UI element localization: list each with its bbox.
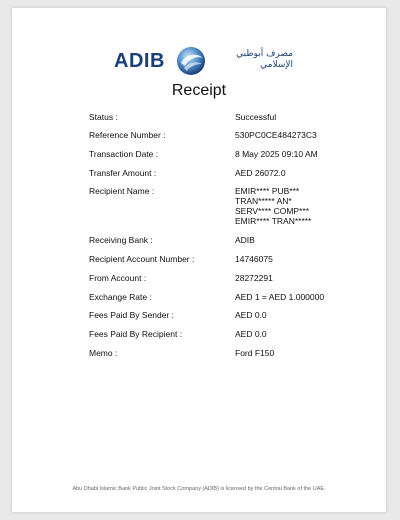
row-value: AED 0.0 — [235, 329, 267, 339]
row-value: Ford F150 — [235, 348, 275, 358]
row-value-multiline — [235, 186, 311, 226]
adib-logo — [12, 46, 386, 76]
logo-english-text: ADIB — [114, 50, 165, 72]
row-label: Receiving Bank : — [89, 235, 153, 245]
row-value: AED 1 = AED 1.000000 — [235, 292, 325, 302]
row-label: Fees Paid By Recipient : — [89, 329, 183, 339]
row-value: 8 May 2025 09:10 AM — [235, 149, 318, 159]
row-value: Successful — [235, 112, 277, 122]
logo-arabic-line1: مصرف أبوظبي — [236, 49, 293, 59]
row-label: Transfer Amount : — [89, 168, 157, 178]
row-label: Status : — [89, 112, 118, 122]
row-value: AED 0.0 — [235, 310, 267, 320]
footer-disclaimer: Abu Dhabi Islamic Bank Public Joint Stock Company (ADIB) is licensed by the Central Bank of the UAE. — [72, 486, 326, 492]
row-label: Recipient Name : — [89, 186, 155, 196]
logo-arabic-line2: الإسلامي — [260, 60, 293, 70]
logo-arabic-text — [213, 49, 293, 71]
recipient-name-line: TRAN***** AN* — [235, 196, 292, 206]
row-value: 14746075 — [235, 254, 273, 264]
row-label: From Account : — [89, 273, 147, 283]
recipient-name-line: EMIR**** TRAN***** — [235, 216, 312, 226]
recipient-name-line: EMIR**** PUB*** — [235, 186, 300, 196]
receipt-page — [12, 8, 386, 512]
row-label: Fees Paid By Sender : — [89, 310, 175, 320]
receipt-title: Receipt — [171, 82, 227, 99]
row-label: Memo : — [89, 348, 118, 358]
row-label: Exchange Rate : — [89, 292, 152, 302]
row-label: Recipient Account Number : — [89, 254, 195, 264]
adib-emblem-icon — [175, 46, 207, 76]
recipient-name-line: SERV**** COMP*** — [235, 206, 310, 216]
row-value: 530PC0CE484273C3 — [235, 130, 317, 140]
row-value: AED 26072.0 — [235, 168, 286, 178]
row-label: Transaction Date : — [89, 149, 159, 159]
row-value: ADIB — [235, 235, 255, 245]
row-value: 28272291 — [235, 273, 273, 283]
row-label: Reference Number : — [89, 130, 166, 140]
